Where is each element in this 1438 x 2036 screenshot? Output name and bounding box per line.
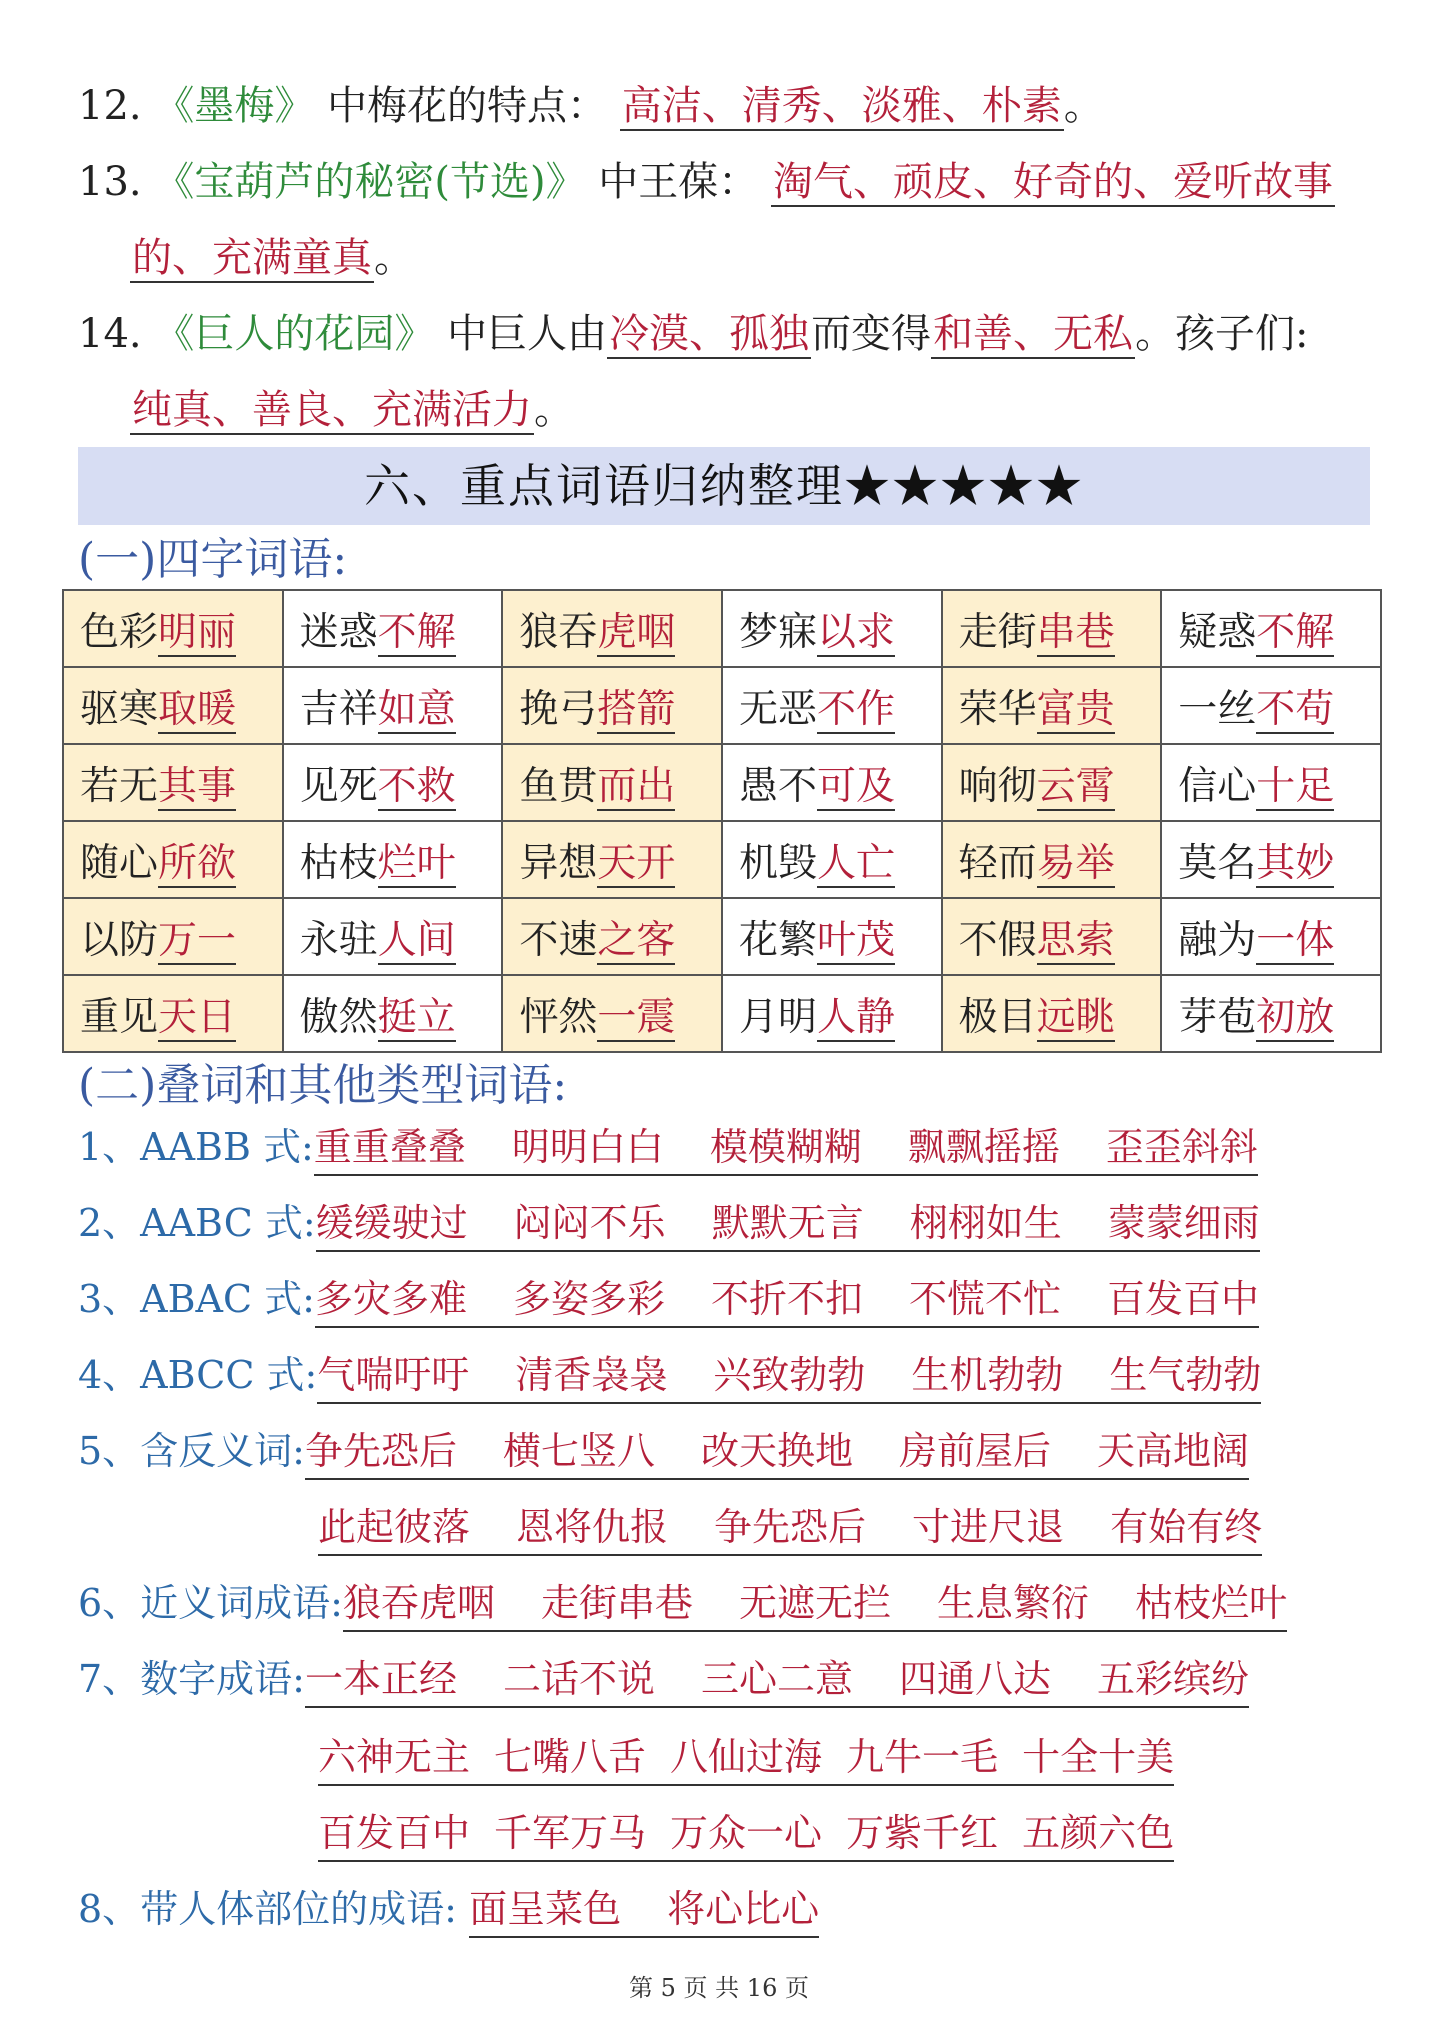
idiom-row	[63, 667, 1381, 744]
subsection-title: (一)四字词语:	[78, 534, 348, 585]
word: 房前屋后	[899, 1429, 1052, 1473]
word: 六神无主	[318, 1735, 471, 1779]
idiom-answer: 可及	[816, 763, 895, 809]
idiom-cell	[283, 898, 503, 975]
idiom-prefix: 异想	[519, 840, 598, 886]
idiom-answer: 虎咽	[597, 609, 676, 655]
idiom-prefix: 荣华	[958, 686, 1037, 732]
idiom-answer: 初放	[1256, 994, 1335, 1040]
idiom-prefix: 极目	[958, 994, 1037, 1040]
item-13-continued	[130, 232, 1368, 284]
idiom-prefix: 枯枝	[299, 840, 378, 886]
idiom-cell	[722, 821, 942, 898]
idiom-prefix: 信心	[1178, 763, 1257, 809]
idiom-answer: 一震	[597, 994, 676, 1040]
idiom-cell	[1161, 590, 1381, 667]
idiom-prefix: 莫名	[1178, 840, 1257, 886]
word-type-row	[78, 1652, 1370, 1708]
type-words	[305, 1424, 1249, 1480]
word: 走街串巷	[541, 1581, 694, 1625]
word: 生机勃勃	[911, 1353, 1064, 1397]
word: 歪歪斜斜	[1105, 1125, 1258, 1169]
idiom-cell	[942, 975, 1162, 1052]
idiom-answer: 叶茂	[816, 917, 895, 963]
idiom-prefix: 机毁	[738, 840, 817, 886]
punctuation: 。	[534, 387, 574, 433]
idiom-cell	[502, 975, 722, 1052]
idiom-prefix: 挽弓	[519, 686, 598, 732]
word: 九牛一毛	[846, 1735, 999, 1779]
punctuation: 。	[374, 235, 414, 281]
idiom-cell	[942, 898, 1162, 975]
idiom-cell	[63, 975, 283, 1052]
idiom-cell	[722, 975, 942, 1052]
idiom-cell	[63, 590, 283, 667]
idiom-prefix: 见死	[299, 763, 378, 809]
answer: 淘气、顽皮、好奇的、爱听故事	[773, 159, 1333, 205]
idiom-answer: 取暖	[158, 686, 237, 732]
word: 不慌不忙	[909, 1277, 1062, 1321]
idiom-cell	[1161, 744, 1381, 821]
idiom-cell	[63, 898, 283, 975]
type-label: 1、AABB 式:	[78, 1125, 314, 1169]
idiom-answer: 易举	[1036, 840, 1115, 886]
idiom-prefix: 驱寒	[80, 686, 159, 732]
idiom-answer: 所欲	[158, 840, 237, 886]
word: 缓缓驶过	[315, 1201, 468, 1245]
type-words	[315, 1272, 1259, 1328]
answer: 冷漠、孤独	[609, 311, 810, 357]
idiom-answer: 人亡	[816, 840, 895, 886]
idiom-prefix: 不假	[958, 917, 1037, 963]
idiom-prefix: 迷惑	[299, 609, 378, 655]
word: 兴致勃勃	[713, 1353, 866, 1397]
word: 七嘴八舌	[494, 1735, 647, 1779]
idiom-answer: 串巷	[1036, 609, 1115, 655]
lesson-title: 《墨梅》	[154, 83, 315, 129]
item-14	[78, 308, 1368, 360]
word: 百发百中	[318, 1811, 471, 1855]
word: 栩栩如生	[909, 1201, 1062, 1245]
word: 将心比心	[667, 1887, 820, 1931]
idiom-answer: 富贵	[1036, 686, 1115, 732]
idiom-cell	[722, 898, 942, 975]
number-idioms-continued	[318, 1730, 1174, 1786]
word-type-row	[78, 1196, 1370, 1252]
idiom-prefix: 若无	[80, 763, 159, 809]
idiom-cell	[722, 667, 942, 744]
word: 百发百中	[1107, 1277, 1260, 1321]
type-label: 6、近义词成语:	[78, 1581, 343, 1625]
idiom-answer: 人间	[377, 917, 456, 963]
idiom-answer: 其事	[158, 763, 237, 809]
idiom-answer: 烂叶	[377, 840, 456, 886]
word: 枯枝烂叶	[1135, 1581, 1288, 1625]
word: 一本正经	[304, 1657, 457, 1701]
word: 改天换地	[701, 1429, 854, 1473]
idiom-answer: 如意	[377, 686, 456, 732]
punctuation: 。	[1063, 83, 1104, 129]
word-type-row	[78, 1500, 1370, 1556]
section-title: 六、重点词语归纳整理★★★★★	[78, 447, 1370, 525]
word: 十全十美	[1022, 1735, 1175, 1779]
idiom-prefix: 疑惑	[1178, 609, 1257, 655]
idiom-answer: 不解	[377, 609, 456, 655]
idiom-prefix: 色彩	[80, 609, 159, 655]
answer: 和善、无私	[933, 311, 1134, 357]
word: 多灾多难	[314, 1277, 467, 1321]
word: 清香袅袅	[515, 1353, 668, 1397]
idiom-prefix: 不速	[519, 917, 598, 963]
word: 闷闷不乐	[513, 1201, 666, 1245]
idiom-answer: 思索	[1036, 917, 1115, 963]
idiom-prefix: 狼吞	[519, 609, 598, 655]
type-words	[469, 1882, 819, 1938]
word: 四通八达	[899, 1657, 1052, 1701]
type-words	[305, 1652, 1249, 1708]
item-12	[78, 80, 1368, 132]
idiom-cell	[283, 744, 503, 821]
word: 万紫千红	[846, 1811, 999, 1855]
idiom-row	[63, 590, 1381, 667]
idiom-cell	[942, 667, 1162, 744]
idiom-prefix: 傲然	[299, 994, 378, 1040]
item-number: 14.	[78, 311, 142, 357]
word: 狼吞虎咽	[342, 1581, 495, 1625]
idiom-answer: 万一	[158, 917, 237, 963]
word: 千军万马	[494, 1811, 647, 1855]
idiom-answer: 而出	[597, 763, 676, 809]
word: 不折不扣	[710, 1277, 863, 1321]
word: 蒙蒙细雨	[1107, 1201, 1260, 1245]
idiom-prefix: 融为	[1178, 917, 1257, 963]
word: 飘飘摇摇	[907, 1125, 1060, 1169]
idiom-prefix: 响彻	[958, 763, 1037, 809]
idiom-cell	[1161, 898, 1381, 975]
idiom-answer: 搭箭	[597, 686, 676, 732]
idiom-prefix: 吉祥	[299, 686, 378, 732]
answer: 高洁、清秀、淡雅、朴素	[621, 83, 1062, 129]
word: 生气勃勃	[1109, 1353, 1262, 1397]
idiom-row	[63, 821, 1381, 898]
idiom-table	[62, 589, 1382, 1053]
word: 生息繁衍	[937, 1581, 1090, 1625]
idiom-cell	[722, 590, 942, 667]
word: 寸进尺退	[912, 1505, 1065, 1549]
item-text: 。孩子们:	[1135, 311, 1309, 357]
idiom-answer: 挺立	[377, 994, 456, 1040]
word: 此起彼落	[318, 1505, 471, 1549]
idiom-cell	[502, 898, 722, 975]
idiom-answer: 天开	[597, 840, 676, 886]
type-words	[317, 1348, 1261, 1404]
idiom-prefix: 愚不	[738, 763, 817, 809]
idiom-prefix: 重见	[80, 994, 159, 1040]
idiom-cell	[1161, 975, 1381, 1052]
word: 万众一心	[670, 1811, 823, 1855]
type-words	[316, 1196, 1260, 1252]
idiom-answer: 一体	[1256, 917, 1335, 963]
word: 争先恐后	[714, 1505, 867, 1549]
idiom-prefix: 怦然	[519, 994, 598, 1040]
idiom-row	[63, 898, 1381, 975]
idiom-cell	[63, 744, 283, 821]
idiom-prefix: 永驻	[299, 917, 378, 963]
idiom-answer: 天日	[158, 994, 237, 1040]
idiom-cell	[942, 590, 1162, 667]
word: 八仙过海	[670, 1735, 823, 1779]
word: 无遮无拦	[739, 1581, 892, 1625]
idiom-cell	[502, 590, 722, 667]
word: 模模糊糊	[709, 1125, 862, 1169]
word: 三心二意	[701, 1657, 854, 1701]
item-text: 中梅花的特点：	[327, 83, 608, 129]
subsection-title: (二)叠词和其他类型词语:	[78, 1060, 568, 1111]
idiom-answer: 不作	[816, 686, 895, 732]
word-type-row	[78, 1424, 1370, 1480]
type-label: 3、ABAC 式:	[78, 1277, 315, 1321]
idiom-prefix: 以防	[80, 917, 159, 963]
word: 二话不说	[503, 1657, 656, 1701]
item-number: 12.	[78, 83, 142, 129]
idiom-answer: 明丽	[158, 609, 237, 655]
idiom-answer: 以求	[816, 609, 895, 655]
word-type-row	[78, 1576, 1370, 1632]
type-label: 5、含反义词:	[78, 1429, 305, 1473]
word: 五颜六色	[1022, 1811, 1175, 1855]
answer: 的、充满童真	[132, 235, 372, 281]
idiom-cell	[1161, 821, 1381, 898]
idiom-cell	[283, 821, 503, 898]
idiom-cell	[502, 821, 722, 898]
idiom-prefix: 花繁	[738, 917, 817, 963]
idiom-prefix: 月明	[738, 994, 817, 1040]
idiom-row	[63, 744, 1381, 821]
idiom-cell	[63, 667, 283, 744]
word: 争先恐后	[304, 1429, 457, 1473]
idiom-cell	[942, 821, 1162, 898]
idiom-cell	[283, 667, 503, 744]
word: 气喘吁吁	[317, 1353, 470, 1397]
idiom-answer: 远眺	[1036, 994, 1115, 1040]
type-label: 7、数字成语:	[78, 1657, 305, 1701]
idiom-cell	[283, 975, 503, 1052]
idiom-cell	[283, 590, 503, 667]
word-type-row	[78, 1120, 1370, 1176]
idiom-answer: 不苟	[1256, 686, 1335, 732]
word: 重重叠叠	[313, 1125, 466, 1169]
type-label: 8、带人体部位的成语:	[78, 1887, 457, 1931]
idiom-prefix: 随心	[80, 840, 159, 886]
word: 横七竖八	[503, 1429, 656, 1473]
type-label: 2、AABC 式:	[78, 1201, 316, 1245]
idiom-prefix: 轻而	[958, 840, 1037, 886]
idiom-cell	[63, 821, 283, 898]
item-13	[78, 156, 1368, 208]
idiom-cell	[722, 744, 942, 821]
number-idioms-continued	[318, 1806, 1174, 1862]
page-footer: 第 5 页 共 16 页	[629, 1974, 809, 2002]
idiom-cell	[502, 744, 722, 821]
word-type-row	[78, 1272, 1370, 1328]
idiom-row	[63, 975, 1381, 1052]
idiom-prefix: 鱼贯	[519, 763, 598, 809]
word: 默默无言	[711, 1201, 864, 1245]
word-type-row	[78, 1348, 1370, 1404]
lesson-title: 《巨人的花园》	[154, 311, 435, 357]
word: 多姿多彩	[512, 1277, 665, 1321]
item-text: 中巨人由	[447, 311, 608, 357]
idiom-answer: 不救	[377, 763, 456, 809]
idiom-cell	[1161, 667, 1381, 744]
item-text: 而变得	[811, 311, 932, 357]
lesson-title: 《宝葫芦的秘密(节选)》	[154, 159, 586, 205]
type-words	[318, 1500, 1262, 1556]
idiom-answer: 十足	[1256, 763, 1335, 809]
word: 恩将仇报	[516, 1505, 669, 1549]
idiom-prefix: 芽苞	[1178, 994, 1257, 1040]
word: 五彩缤纷	[1097, 1657, 1250, 1701]
idiom-cell	[502, 667, 722, 744]
idiom-cell	[942, 744, 1162, 821]
word: 有始有终	[1110, 1505, 1263, 1549]
idiom-prefix: 一丝	[1178, 686, 1257, 732]
idiom-answer: 其妙	[1256, 840, 1335, 886]
idiom-answer: 之客	[597, 917, 676, 963]
idiom-answer: 云霄	[1036, 763, 1115, 809]
word: 明明白白	[511, 1125, 664, 1169]
idiom-prefix: 无恶	[738, 686, 817, 732]
word: 天高地阔	[1097, 1429, 1250, 1473]
type-words	[343, 1576, 1287, 1632]
type-label: 4、ABCC 式:	[78, 1353, 318, 1397]
item-text: 中王葆：	[598, 159, 759, 205]
idiom-prefix: 走街	[958, 609, 1037, 655]
item-14-continued	[130, 384, 1368, 436]
body-part-idioms	[78, 1882, 1370, 1938]
idiom-answer: 人静	[816, 994, 895, 1040]
item-number: 13.	[78, 159, 142, 205]
type-words	[314, 1120, 1258, 1176]
word: 面呈菜色	[469, 1887, 622, 1931]
idiom-prefix: 梦寐	[738, 609, 817, 655]
idiom-answer: 不解	[1256, 609, 1335, 655]
answer: 纯真、善良、充满活力	[132, 387, 532, 433]
